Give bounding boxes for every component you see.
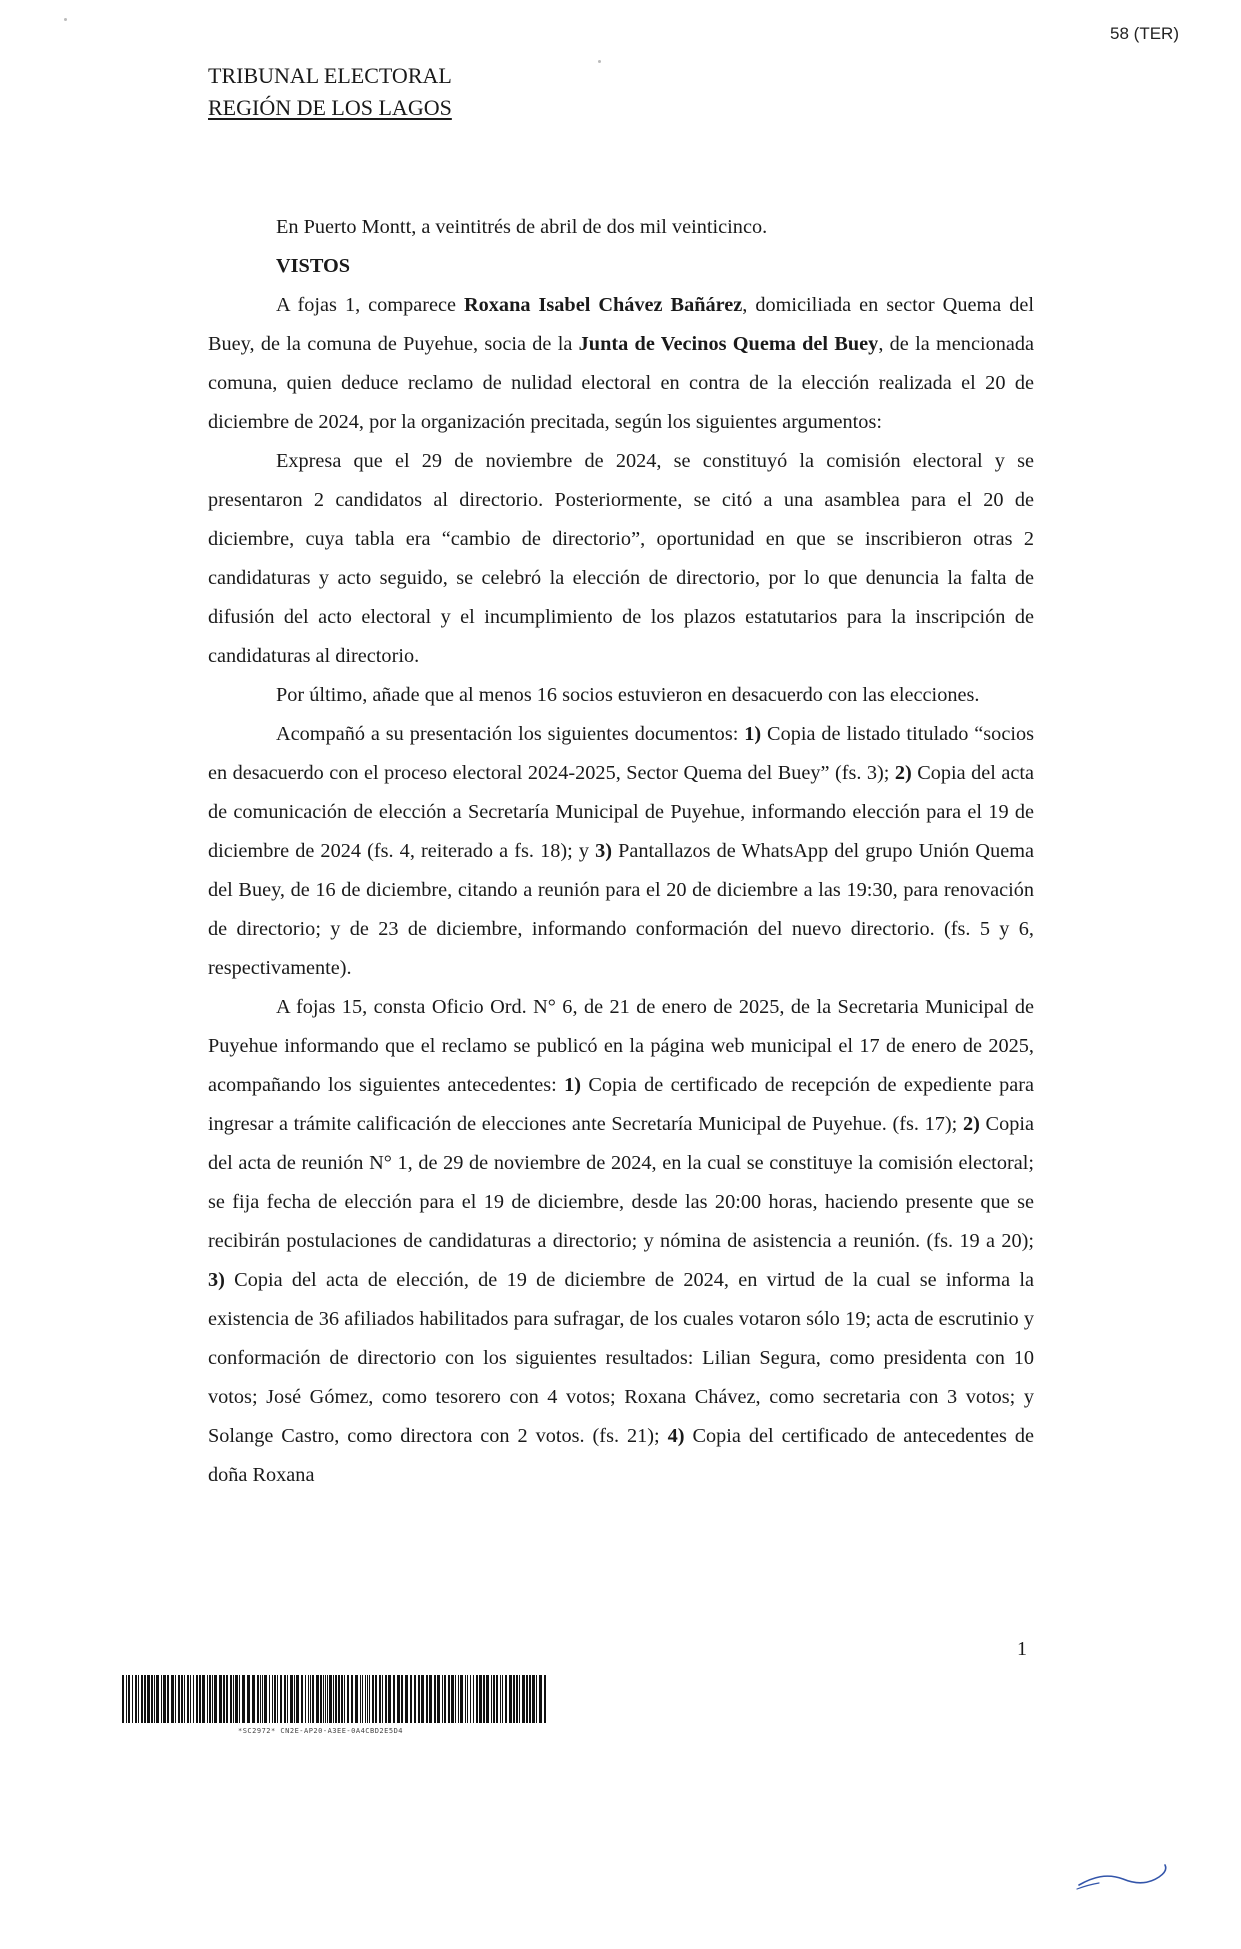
barcode-bar: [296, 1675, 299, 1723]
barcode-bar: [199, 1675, 201, 1723]
barcode-bar: [305, 1675, 306, 1723]
barcode-bar: [375, 1675, 377, 1723]
barcode-bar: [184, 1675, 185, 1723]
barcode-bar: [226, 1675, 228, 1723]
barcode-bar: [460, 1675, 463, 1723]
barcode-bar: [257, 1675, 259, 1723]
barcode-bar: [190, 1675, 191, 1723]
barcode-bar: [135, 1675, 137, 1723]
barcode-bar: [544, 1675, 546, 1723]
barcode-bar: [344, 1675, 345, 1723]
signature-mark: [1075, 1855, 1175, 1895]
barcode-bar: [470, 1675, 471, 1723]
paragraph-expresses: Expresa que el 29 de noviembre de 2024, se constituyó la comisión electoral y se presentaron 2 candidatos al directorio. Posteriormente, se citó a una asamblea para el 20 de diciembre, cuya tabla era “cambio de directorio”, oportunidad en que se inscribieron otras 2 candidaturas y acto seguido, se celebró la elección de directorio, por lo que denuncia la falta de difusión del acto electoral y el incumplimiento de los plazos estatutarios para la inscripción de candidaturas al directorio.: [208, 450, 1034, 667]
barcode-bar: [418, 1675, 420, 1723]
barcode-bar: [207, 1675, 208, 1723]
court-region: REGIÓN DE LOS LAGOS: [208, 95, 452, 120]
barcode-bar: [519, 1675, 520, 1723]
barcode-bar: [429, 1675, 432, 1723]
barcode-bar: [442, 1675, 443, 1723]
barcode-bar: [175, 1675, 176, 1723]
barcode-bar: [405, 1675, 408, 1723]
barcode-bar: [329, 1675, 332, 1723]
barcode-bar: [448, 1675, 450, 1723]
barcode-bar: [294, 1675, 295, 1723]
document-header: [208, 60, 452, 124]
barcode-bar: [522, 1675, 525, 1723]
barcode-bar: [362, 1675, 363, 1723]
barcode-bar: [310, 1675, 311, 1723]
barcode-bar: [451, 1675, 454, 1723]
barcode-bar: [397, 1675, 400, 1723]
barcode-bar: [401, 1675, 403, 1723]
scan-speck: [64, 18, 67, 21]
document-body: [208, 208, 1034, 1495]
barcode-bar: [516, 1675, 518, 1723]
barcode-bar: [455, 1675, 456, 1723]
barcode-bar: [214, 1675, 217, 1723]
barcode-bar: [351, 1675, 353, 1723]
barcode-bar: [209, 1675, 211, 1723]
barcode: [122, 1675, 546, 1723]
barcode-bar: [320, 1675, 322, 1723]
barcode-bar: [526, 1675, 528, 1723]
barcode-bar: [505, 1675, 507, 1723]
barcode-bar: [230, 1675, 232, 1723]
barcode-bar: [187, 1675, 189, 1723]
barcode-caption: *SC2972* CN2E-AP20-A3EE-0A4CBD2E5D4: [238, 1727, 404, 1735]
barcode-bar: [393, 1675, 395, 1723]
paragraph-documents: Acompañó a su presentación los siguientes documentos: 1) Copia de listado titulado “socios en desacuerdo con el proceso electoral 2024-2025, Sector Quema del Buey” (fs. 3); 2) Copia del acta de comunicación de elección a Secretaría Municipal de Puyehue, informando elección para el 19 de diciembre de 2024 (fs. 4, reiterado a fs. 18); y 3) Pantallazos de WhatsApp del grupo Unión Quema del Buey, de 16 de diciembre, citando a reunión para el 20 de diciembre a las 19:30, para renovación de directorio; y de 23 de diciembre, informando conformación del nuevo directorio. (fs. 5 y 6, respectivamente).: [208, 723, 1034, 979]
barcode-bar: [138, 1675, 139, 1723]
barcode-bar: [467, 1675, 468, 1723]
barcode-bar: [264, 1675, 267, 1723]
barcode-bar: [280, 1675, 282, 1723]
barcode-bar: [325, 1675, 326, 1723]
barcode-bar: [178, 1675, 180, 1723]
paragraph-municipal-office: A fojas 15, consta Oficio Ord. N° 6, de 21 de enero de 2025, de la Secretaria Municipal de Puyehue informando que el reclamo se publicó en la página web municipal el 17 de enero de 2025, acompañando los siguientes antecedentes: 1) Copia de certificado de recepción de expediente para ingresar a trámite calificación de elecciones ante Secretaría Municipal de Puyehue. (fs. 17); 2) Copia del acta de reunión N° 1, de 29 de noviembre de 2024, en la cual se constituye la comisión electoral; se fija fecha de elección para el 19 de diciembre, desde las 20:00 horas, haciendo presente que se recibirán postulaciones de candidaturas a directorio; y nómina de asistencia a reunión. (fs. 19 a 20); 3) Copia del acta de elección, de 19 de diciembre de 2024, en virtud de la cual se informa la existencia de 36 afiliados habilitados para sufragar, de los cuales votaron sólo 19; acta de escrutinio y conformación de directorio con los siguientes resultados: Lilian Segura, como presidenta con 10 votos; José Gómez, como tesorero con 4 votos; Roxana Chávez, como secretaria con 3 votos; y Solange Castro, como directora con 2 votos. (fs. 21); 4) Copia del certificado de antecedentes de doña Roxana: [208, 996, 1034, 1486]
barcode-bar: [379, 1675, 381, 1723]
barcode-bar: [301, 1675, 303, 1723]
barcode-bar: [202, 1675, 205, 1723]
barcode-bar: [347, 1675, 349, 1723]
barcode-bar: [161, 1675, 162, 1723]
barcode-bar: [132, 1675, 133, 1723]
paragraph-complainant: A fojas 1, comparece Roxana Isabel Chávez Bañárez, domiciliada en sector Quema del Buey, de la comuna de Puyehue, socia de la Junta de Vecinos Quema del Buey, de la mencionada comuna, quien deduce reclamo de nulidad electoral en contra de la elección realizada el 20 de diciembre de 2024, por la organización precitada, según los siguientes argumentos:: [208, 294, 1035, 433]
barcode-bar: [126, 1675, 127, 1723]
barcode-bar: [260, 1675, 261, 1723]
barcode-bar: [219, 1675, 222, 1723]
barcode-bar: [269, 1675, 270, 1723]
barcode-bar: [385, 1675, 387, 1723]
barcode-bar: [367, 1675, 368, 1723]
barcode-bar: [360, 1675, 361, 1723]
barcode-bar: [369, 1675, 370, 1723]
barcode-bar: [274, 1675, 276, 1723]
barcode-bar: [262, 1675, 263, 1723]
barcode-bar: [444, 1675, 446, 1723]
barcode-bar: [513, 1675, 515, 1723]
barcode-bar: [154, 1675, 155, 1723]
barcode-bar: [496, 1675, 498, 1723]
barcode-bar: [284, 1675, 286, 1723]
page-number-bottom: 1: [1017, 1638, 1027, 1660]
barcode-bar: [365, 1675, 366, 1723]
barcode-bar: [372, 1675, 374, 1723]
barcode-bar: [426, 1675, 428, 1723]
date-line: En Puerto Montt, a veintitrés de abril de dos mil veinticinco.: [276, 216, 768, 238]
barcode-bar: [141, 1675, 143, 1723]
barcode-bar: [122, 1675, 124, 1723]
barcode-bar: [235, 1675, 238, 1723]
barcode-bar: [493, 1675, 495, 1723]
barcode-bar: [532, 1675, 535, 1723]
barcode-bar: [196, 1675, 198, 1723]
barcode-bar: [458, 1675, 459, 1723]
barcode-bar: [410, 1675, 412, 1723]
barcode-bar: [486, 1675, 489, 1723]
barcode-bar: [483, 1675, 485, 1723]
complainant-name: Roxana Isabel Chávez Bañárez: [464, 294, 743, 316]
barcode-bar: [144, 1675, 146, 1723]
barcode-bar: [502, 1675, 503, 1723]
barcode-bar: [242, 1675, 245, 1723]
barcode-bar: [388, 1675, 391, 1723]
barcode-bar: [181, 1675, 183, 1723]
barcode-bar: [312, 1675, 314, 1723]
barcode-bar: [247, 1675, 250, 1723]
barcode-bar: [500, 1675, 501, 1723]
barcode-bar: [327, 1675, 328, 1723]
court-name: TRIBUNAL ELECTORAL: [208, 63, 452, 88]
barcode-bar: [473, 1675, 474, 1723]
barcode-bar: [272, 1675, 273, 1723]
barcode-bar: [147, 1675, 150, 1723]
barcode-bar: [437, 1675, 440, 1723]
paragraph-finally: Por último, añade que al menos 16 socios estuvieron en desacuerdo con las elecciones.: [276, 684, 980, 706]
barcode-bar: [536, 1675, 537, 1723]
barcode-bar: [382, 1675, 383, 1723]
scan-speck: [598, 60, 601, 63]
barcode-bar: [277, 1675, 278, 1723]
barcode-bar: [479, 1675, 482, 1723]
barcode-bar: [434, 1675, 436, 1723]
barcode-bar: [239, 1675, 240, 1723]
barcode-bar: [414, 1675, 416, 1723]
barcode-bar: [539, 1675, 542, 1723]
vistos-heading: VISTOS: [276, 255, 351, 277]
barcode-bar: [151, 1675, 153, 1723]
barcode-bar: [290, 1675, 293, 1723]
barcode-bar: [252, 1675, 255, 1723]
barcode-bar: [167, 1675, 169, 1723]
barcode-bar: [233, 1675, 234, 1723]
barcode-bar: [308, 1675, 309, 1723]
barcode-bar: [316, 1675, 319, 1723]
barcode-bar: [193, 1675, 194, 1723]
barcode-bar: [341, 1675, 343, 1723]
barcode-bar: [171, 1675, 174, 1723]
barcode-bar: [163, 1675, 166, 1723]
barcode-bar: [212, 1675, 213, 1723]
barcode-bar: [156, 1675, 159, 1723]
barcode-bar: [529, 1675, 531, 1723]
barcode-bar: [323, 1675, 324, 1723]
barcode-bar: [335, 1675, 337, 1723]
barcode-bar: [287, 1675, 288, 1723]
barcode-bar: [476, 1675, 478, 1723]
page-number-top: 58 (TER): [1110, 24, 1179, 43]
barcode-bar: [223, 1675, 225, 1723]
barcode-bar: [421, 1675, 424, 1723]
barcode-bar: [355, 1675, 358, 1723]
barcode-bar: [128, 1675, 130, 1723]
barcode-bar: [509, 1675, 512, 1723]
barcode-bar: [333, 1675, 334, 1723]
organization-name: Junta de Vecinos Quema del Buey: [578, 333, 879, 355]
barcode-bar: [338, 1675, 340, 1723]
barcode-bar: [491, 1675, 492, 1723]
barcode-bar: [465, 1675, 466, 1723]
